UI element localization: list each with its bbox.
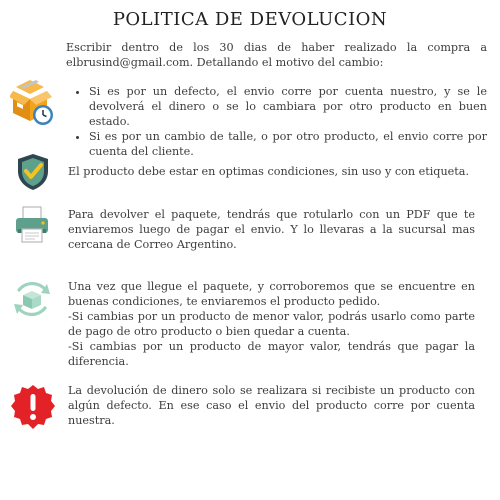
condition-text [68, 164, 488, 179]
list-item: • Si es por un defecto, el envio corre por cuenta nuestro, y se le devolverá el dinero o se lo cambiara por otro producto en buen estado. [89, 84, 487, 129]
shipping-text [68, 207, 475, 252]
arrival-line: -Si cambias por un producto de mayor valor, tendrás que pagar la diferencia. [68, 340, 475, 368]
alert-badge-icon [10, 384, 56, 430]
return-package-icon [11, 278, 53, 320]
refund-text [68, 383, 475, 428]
page-title: POLITICA DE DEVOLUCION [112, 9, 388, 30]
condition-paragraph: El producto debe estar en optimas condiciones, sin uso y con etiqueta. [68, 165, 470, 178]
shield-check-icon [17, 153, 49, 191]
intro-paragraph: Escribir dentro de los 30 dias de haber realizado la compra a elbrusind@gmail.com. Detallando el motivo del cambio: [66, 41, 487, 69]
delivery-box-clock-icon [10, 77, 56, 127]
refund-paragraph: La devolución de dinero solo se realizara si recibiste un producto con algún defecto. En ese caso el envio del producto corre por cuenta nuestra. [68, 384, 475, 427]
shipping-paragraph: Para devolver el paquete, tendrás que rotularlo con un PDF que te enviaremos luego de pagar el envio. Y lo llevaras a la sucursal mas cercana de Correo Argentino. [68, 208, 475, 251]
intro-text [66, 40, 487, 70]
arrival-line: Una vez que llegue el paquete, y corroboremos que se encuentre en buenas condiciones, te enviaremos el producto pedido. [68, 280, 475, 308]
arrival-text [68, 279, 475, 369]
arrival-line: -Si cambias por un producto de menor valor, podrás usarlo como parte de pago de otro producto o bien quedar a cuenta. [68, 310, 475, 338]
bullet-list [66, 84, 487, 159]
printer-icon [14, 205, 50, 243]
list-item: • Si es por un cambio de talle, o por otro producto, el envio corre por cuenta del cliente. [89, 129, 487, 159]
